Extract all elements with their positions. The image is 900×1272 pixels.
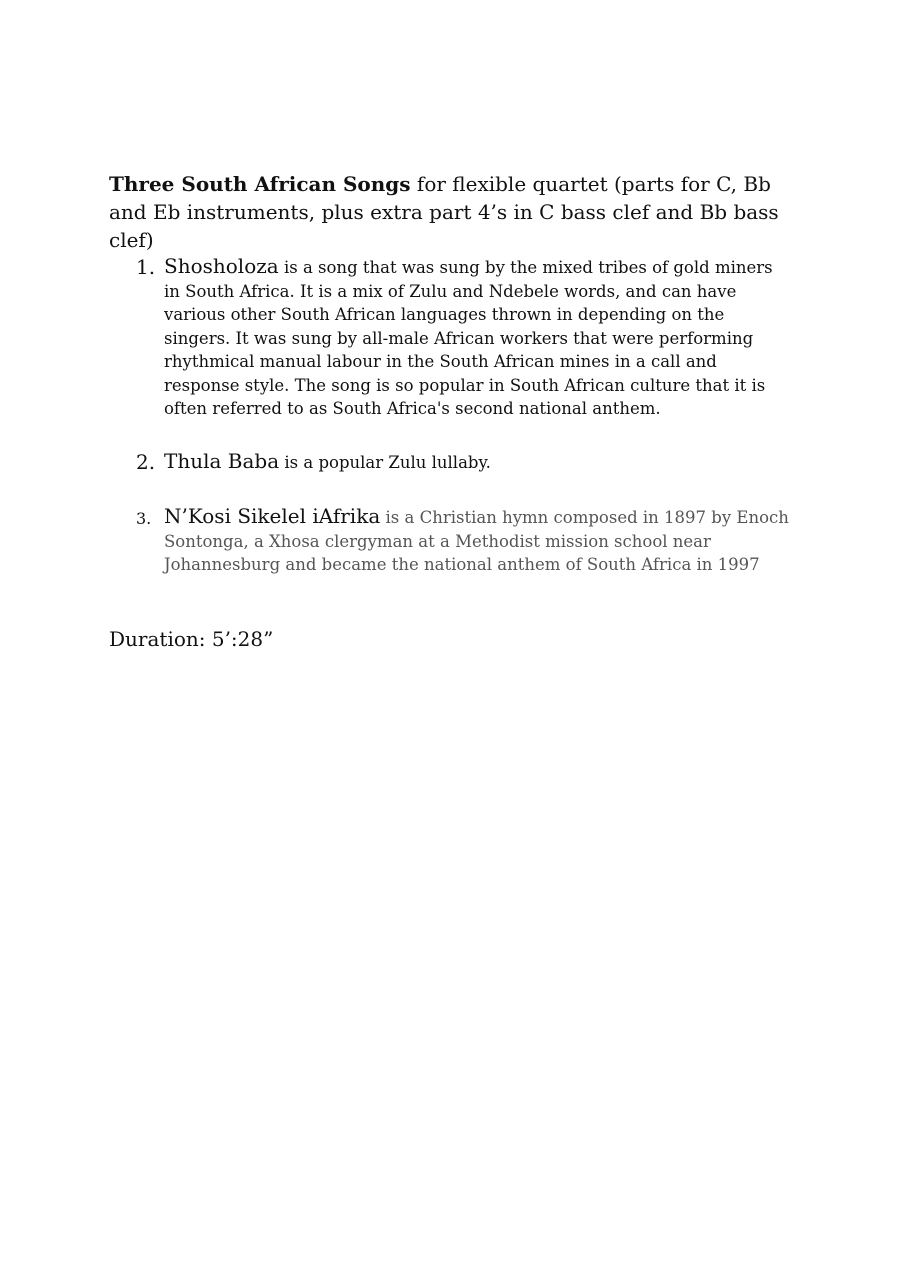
- song-item-nkosi-sikelel-iafrika: [164, 505, 789, 577]
- list-number-2: 2.: [136, 450, 156, 474]
- document-heading: [109, 170, 799, 254]
- list-number-3: 3.: [136, 509, 152, 528]
- song-name: N’Kosi Sikelel iAfrika: [164, 504, 381, 528]
- song-description: is a song that was sung by the mixed tribes of gold miners in South Africa. It is a mix of Zulu and Ndebele words, and can have various other South African languages thrown in depending on the singers. It was sung by all-male African workers that were performing rhythmical manual labour in the South African mines in a call and response style. The song is so popular in South African culture that it is often referred to as South Africa's second national anthem.: [164, 258, 773, 418]
- song-name: Shosholoza: [164, 254, 279, 278]
- song-item-thula-baba: [164, 450, 789, 475]
- song-item-shosholoza: [164, 255, 789, 421]
- duration-text: Duration: 5’:28”: [109, 627, 274, 651]
- heading-title: Three South African Songs: [109, 172, 411, 196]
- heading-subtitle: for flexible quartet (parts for C, Bb and Eb instruments, plus extra part 4’s in C bass clef and Bb bass clef): [109, 172, 779, 252]
- song-description: is a Christian hymn composed in 1897 by Enoch Sontonga, a Xhosa clergyman at a Methodist mission school near Johannesburg and became the national anthem of South Africa in 1997: [164, 508, 789, 574]
- song-name: Thula Baba: [164, 449, 280, 473]
- song-description: is a popular Zulu lullaby.: [279, 453, 491, 472]
- list-number-1: 1.: [136, 255, 156, 279]
